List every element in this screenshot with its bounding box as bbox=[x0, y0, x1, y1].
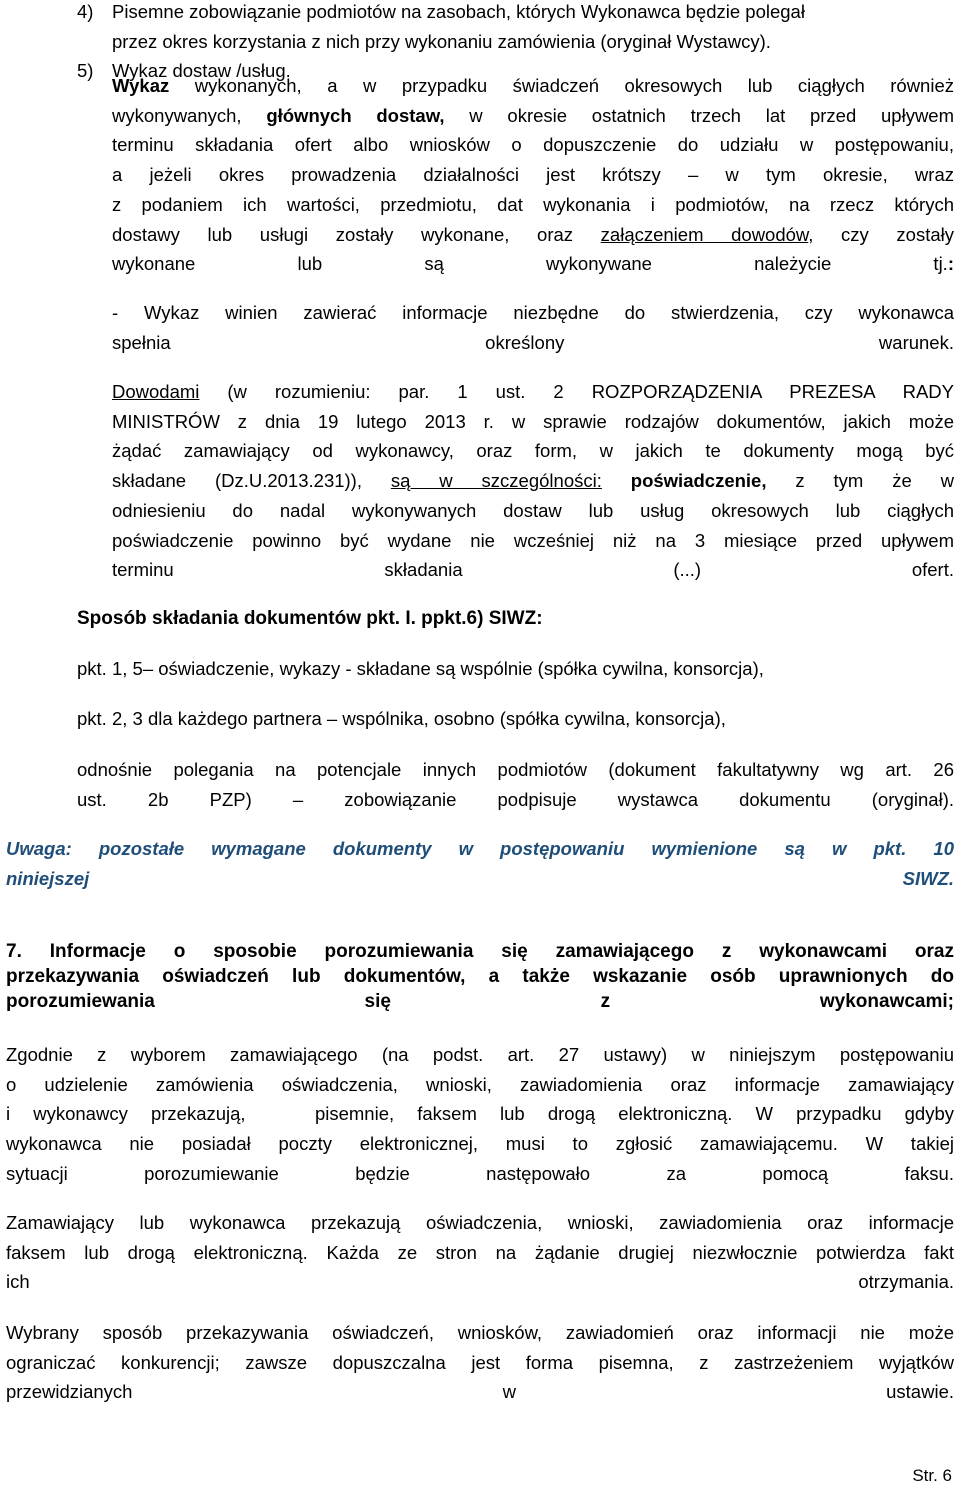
text-line bbox=[112, 220, 954, 250]
text-run: z tym że w bbox=[766, 470, 955, 492]
bold-term: Wykaz bbox=[112, 75, 170, 96]
text-run: wykonywanych, bbox=[112, 104, 267, 126]
text-line: terminu składania (...) ofert. bbox=[112, 559, 954, 581]
text-line: odniesieniu do nadal wykonywanych dostaw lub usług okresowych lub ciągłych bbox=[112, 499, 954, 521]
underlined-term: Dowodami bbox=[112, 381, 200, 402]
text-line bbox=[112, 249, 954, 279]
text-run: dostawy lub usługi zostały wykonane, oraz bbox=[112, 223, 601, 245]
text-line: pkt. 2, 3 dla każdego partnera – wspólnika, osobno (spółka cywilna, konsorcja), bbox=[77, 708, 726, 729]
text-line bbox=[112, 466, 954, 496]
list-marker: 5) bbox=[77, 60, 94, 81]
text-line: przewidzianych w ustawie. bbox=[6, 1381, 954, 1403]
bold-term: głównych dostaw, bbox=[266, 104, 445, 126]
text-line: wykonawca nie posiadał poczty elektronicznej, musi to zgłosić zamawiającemu. W takiej bbox=[6, 1133, 954, 1155]
text-run bbox=[602, 470, 631, 491]
text-run: MINISTRÓW z dnia 19 lutego 2013 r. bbox=[112, 410, 494, 432]
underlined-term: są w szczególności: bbox=[390, 470, 602, 492]
uwaga-note bbox=[6, 834, 954, 893]
list-item-text-line: Pisemne zobowiązanie podmiotów na zasobach, których Wykonawca będzie polegał bbox=[112, 1, 805, 22]
sposob-pkt2 bbox=[77, 704, 957, 734]
underlined-term: załączeniem dowodów bbox=[600, 223, 809, 245]
text-line bbox=[112, 101, 954, 131]
warning-text-line: niniejszej SIWZ. bbox=[6, 867, 954, 889]
bold-term: Wykaz bbox=[112, 60, 168, 81]
wykaz-note bbox=[112, 298, 954, 357]
list-item-4 bbox=[77, 0, 957, 56]
list-item-text-line: przez okres korzystania z nich przy wykonaniu zamówienia (oryginał Wystawcy). bbox=[112, 30, 771, 52]
list-marker: 4) bbox=[77, 1, 94, 22]
section-7-paragraph-3 bbox=[6, 1318, 954, 1407]
section-heading-line: porozumiewania się z wykonawcami; bbox=[6, 991, 954, 1012]
text-line: Wybrany sposób przekazywania oświadczeń, wniosków, zawiadomień oraz informacji nie może bbox=[6, 1322, 954, 1343]
text-line: poświadczenie powinno być wydane nie wcześniej niż na 3 miesiące przed upływem bbox=[112, 529, 954, 551]
text-run: wykonane lub są wykonywane należycie tj. bbox=[112, 253, 948, 275]
text-line: spełnia określony warunek. bbox=[112, 331, 954, 353]
text-line: a jeżeli okres prowadzenia działalności jest krótszy – w tym okresie, wraz bbox=[112, 164, 954, 186]
dowody-paragraph bbox=[112, 377, 954, 585]
text-line: odnośnie polegania na potencjale innych podmiotów (dokument fakultatywny wg art. 26 bbox=[77, 759, 954, 780]
text-line: żądać zamawiający od wykonawcy, oraz form, w jakich te dokumenty mogą być bbox=[112, 440, 954, 462]
sposob-heading bbox=[77, 604, 957, 634]
text-line bbox=[112, 407, 954, 437]
text-line: ust. 2b PZP) – zobowiązanie podpisuje wystawca dokumentu (oryginał). bbox=[77, 788, 954, 810]
text-line: ich otrzymania. bbox=[6, 1271, 954, 1293]
warning-text-line: Uwaga: pozostałe wymagane dokumenty w postępowaniu wymienione są w pkt. 10 bbox=[6, 838, 954, 859]
text-line: z podaniem ich wartości, przedmiotu, dat wykonania i podmiotów, na rzecz których bbox=[112, 193, 954, 215]
text-line: faksem lub drogą elektroniczną. Każda ze stron na żądanie drugiej niezwłocznie potwierdza fakt bbox=[6, 1241, 954, 1263]
text-line: o udzielenie zamówienia oświadczenia, wnioski, zawiadomienia oraz informacje zamawiający bbox=[6, 1073, 954, 1095]
text-line: Zgodnie z wyborem zamawiającego (na podst. art. 27 ustawy) w niniejszym postępowaniu bbox=[6, 1044, 954, 1065]
text-run: (w rozumieniu: par. 1 ust. 2 ROZPORZĄDZENIA PREZESA RADY bbox=[199, 381, 954, 402]
text-line: Zamawiający lub wykonawca przekazują oświadczenia, wnioski, zawiadomienia oraz informacje bbox=[6, 1212, 954, 1233]
text-run: w sprawie rodzajów dokumentów, jakich może bbox=[493, 410, 954, 432]
section-heading-line: 7. Informacje o sposobie porozumiewania się zamawiającego z wykonawcami oraz bbox=[6, 941, 954, 962]
section-7-paragraph-1 bbox=[6, 1040, 954, 1189]
text-run: dostaw /usług. bbox=[167, 60, 291, 81]
sposob-polegania bbox=[77, 755, 954, 814]
text-run: w okresie ostatnich trzech lat przed upływem bbox=[444, 104, 955, 126]
text-line: sytuacji porozumiewanie będzie następowało za pomocą faksu. bbox=[6, 1162, 954, 1184]
bold-term: poświadczenie, bbox=[630, 470, 767, 492]
text-line: pkt. 1, 5– oświadczenie, wykazy - składane są wspólnie (spółka cywilna, konsorcja), bbox=[77, 658, 764, 679]
text-line bbox=[112, 377, 954, 407]
text-run: , czy zostały bbox=[808, 223, 955, 245]
wykaz-paragraph bbox=[112, 71, 954, 279]
text-run: wykonanych, a w przypadku świadczeń okresowych lub ciągłych również bbox=[169, 75, 954, 96]
text-line bbox=[112, 71, 954, 101]
text-line: terminu składania ofert albo wniosków o dopuszczenie do udziału w postępowaniu, bbox=[112, 134, 954, 156]
text-line: i wykonawcy przekazują, pisemnie, faksem lub drogą elektroniczną. W przypadku gdyby bbox=[6, 1103, 954, 1125]
sposob-pkt1 bbox=[77, 654, 957, 684]
section-heading-line: przekazywania oświadczeń lub dokumentów, a także wskazanie osób uprawnionych do bbox=[6, 966, 954, 987]
section-7-paragraph-2 bbox=[6, 1208, 954, 1297]
text-line: - Wykaz winien zawierać informacje niezbędne do stwierdzenia, czy wykonawca bbox=[112, 302, 954, 323]
page-number: Str. 6 bbox=[912, 1466, 952, 1485]
section-7-heading bbox=[6, 939, 954, 1014]
text-run: składane (Dz.U.2013.231)), bbox=[112, 470, 391, 492]
bold-colon: : bbox=[947, 253, 954, 275]
text-line: ograniczać konkurencji; zawsze dopuszczalna jest forma pisemna, z zastrzeżeniem wyjątków bbox=[6, 1351, 954, 1373]
section-heading: Sposób składania dokumentów pkt. I. ppkt.6) SIWZ: bbox=[77, 608, 543, 629]
